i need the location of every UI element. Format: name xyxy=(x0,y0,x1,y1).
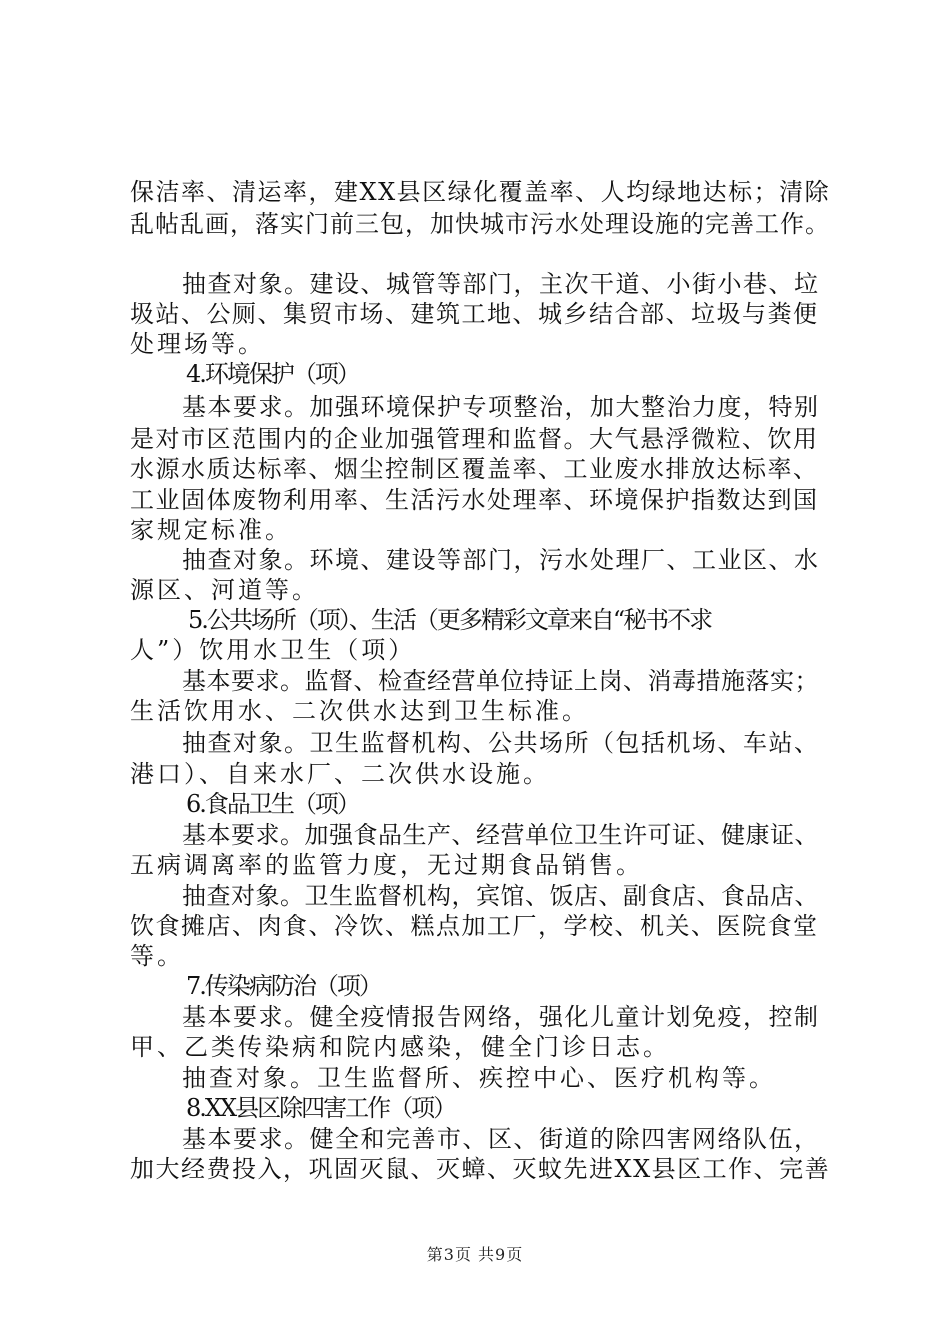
text-line: 饮食摊店、肉食、冷饮、糕点加工厂，学校、机关、医院食堂 xyxy=(130,912,819,940)
text-line: 抽查对象。卫生监督机构、公共场所（包括机场、车站、 xyxy=(182,729,820,757)
page-number-footer: 第3页 共9页 xyxy=(426,1245,524,1264)
text-line: 工业固体废物利用率、生活污水处理率、环境保护指数达到国 xyxy=(130,486,819,514)
text-line: 基本要求。健全和完善市、区、街道的除四害网络队伍， xyxy=(182,1125,820,1153)
text-line: 乱帖乱画，落实门前三包，加快城市污水处理设施的完善工作。 xyxy=(130,210,830,238)
text-line: 基本要求。加强环境保护专项整治，加大整治力度，特别 xyxy=(182,393,820,421)
section-heading: 7.传染病防治（项） xyxy=(186,972,381,1000)
text-line: 圾站、公厕、集贸市场、建筑工地、城乡结合部、垃圾与粪便 xyxy=(130,300,819,328)
text-line: 基本要求。健全疫情报告网络，强化儿童计划免疫，控制 xyxy=(182,1003,820,1031)
text-line: 抽查对象。环境、建设等部门，污水处理厂、工业区、水 xyxy=(182,546,820,574)
text-line: 水源水质达标率、烟尘控制区覆盖率、工业废水排放达标率、 xyxy=(130,455,819,483)
text-line: 是对市区范围内的企业加强管理和监督。大气悬浮微粒、饮用 xyxy=(130,425,819,453)
text-line: 处理场等。 xyxy=(130,330,265,358)
text-line: 等。 xyxy=(130,942,184,970)
text-line: 抽查对象。卫生监督所、疾控中心、医疗机构等。 xyxy=(182,1064,776,1092)
section-heading: 4.环境保护（项） xyxy=(186,360,359,388)
text-line: 抽查对象。建设、城管等部门，主次干道、小街小巷、垃 xyxy=(182,270,820,298)
text-line: 源区、河道等。 xyxy=(130,576,319,604)
text-line: 甲、乙类传染病和院内感染，健全门诊日志。 xyxy=(130,1033,670,1061)
text-line: 抽查对象。卫生监督机构，宾馆、饭店、副食店、食品店、 xyxy=(182,882,819,910)
text-line: 基本要求。加强食品生产、经营单位卫生许可证、健康证、 xyxy=(182,821,819,849)
text-line: 五病调离率的监管力度，无过期食品销售。 xyxy=(130,851,643,879)
section-heading: 8.XX县区除四害工作（项） xyxy=(186,1094,456,1122)
section-heading: 6.食品卫生（项） xyxy=(186,790,359,818)
text-line: 家规定标准。 xyxy=(130,516,292,544)
text-line: 港口）、自来水厂、二次供水设施。 xyxy=(130,760,550,788)
text-line: 基本要求。监督、检查经营单位持证上岗、消毒措施落实； xyxy=(182,667,819,695)
section-heading: 5.公共场所（项）、生活（更多精彩文章来自“秘书不求 xyxy=(188,606,712,634)
text-line: 生活饮用水、二次供水达到卫生标准。 xyxy=(130,697,589,725)
text-line: 保洁率、清运率，建XX县区绿化覆盖率、人均绿地达标；清除 xyxy=(130,178,831,206)
section-heading: 人”）饮用水卫生（项） xyxy=(130,636,416,664)
text-line: 加大经费投入，巩固灭鼠、灭蟑、灭蚊先进XX县区工作、完善 xyxy=(130,1155,831,1183)
